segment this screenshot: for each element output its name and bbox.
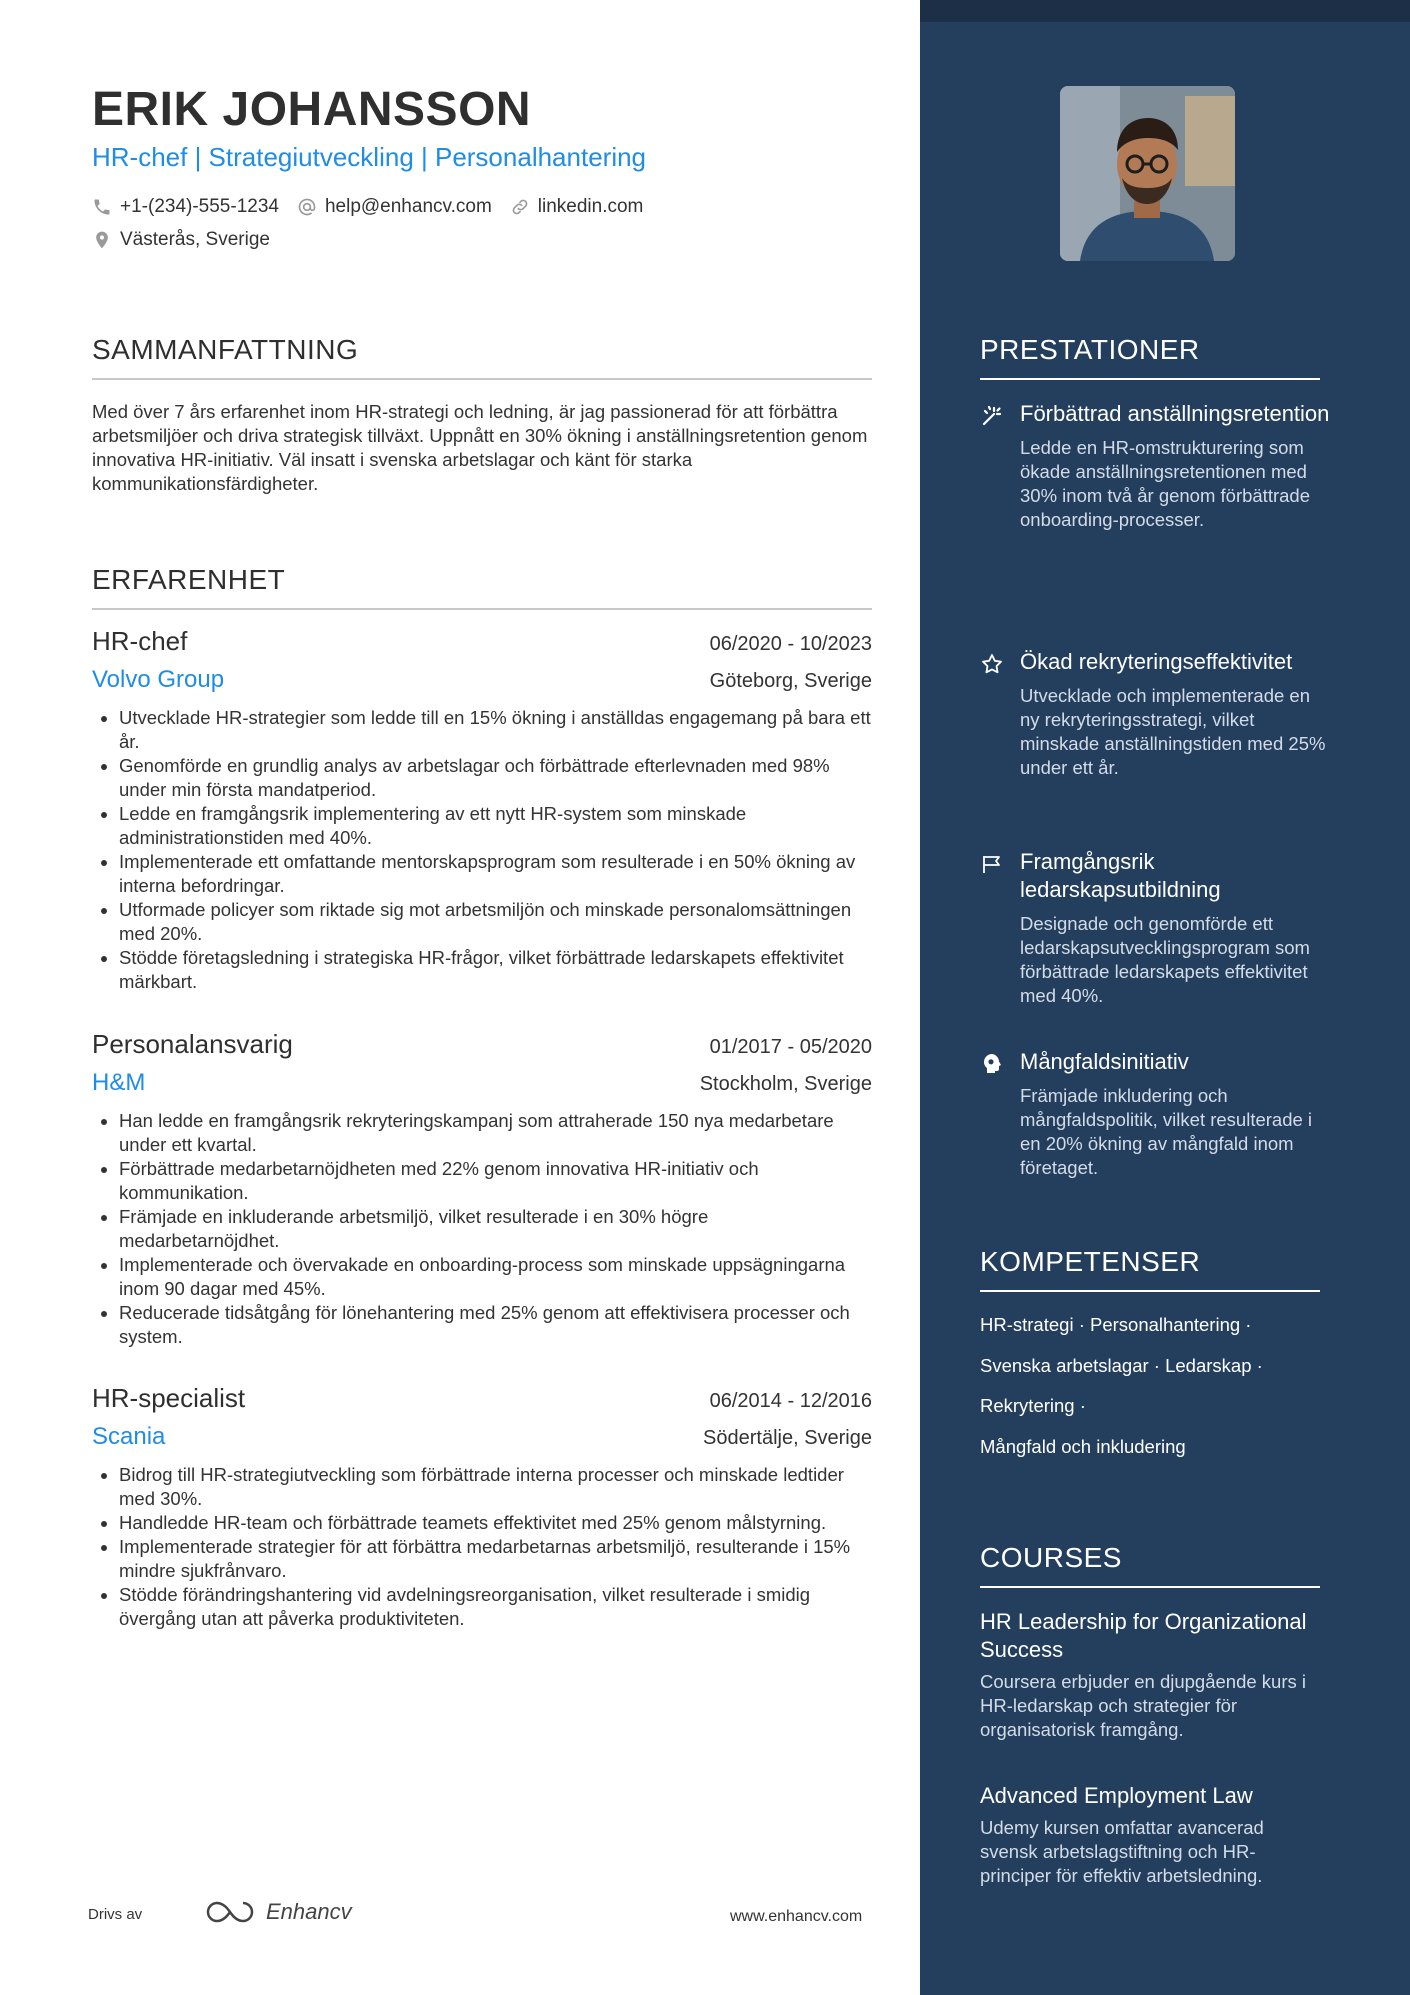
- brand-name: Enhancv: [266, 1899, 352, 1924]
- link-icon: [510, 197, 530, 217]
- job-entry: [92, 1029, 872, 1349]
- bullet-item: • Förbättrade medarbetarnöjdheten med 22% genom innovativa HR-initiativ och kommunikation.: [119, 1157, 872, 1205]
- location-text: Västerås, Sverige: [120, 229, 270, 250]
- experience-divider: [92, 608, 872, 610]
- job-entry: [92, 626, 872, 994]
- job-company: Volvo Group: [92, 666, 225, 693]
- skills-line: HR-strategi · Personalhantering ·: [980, 1314, 1252, 1335]
- skills-line: Mångfald och inkludering: [980, 1436, 1186, 1457]
- footer-url[interactable]: www.enhancv.com: [730, 1908, 863, 1925]
- skills-heading: KOMPETENSER: [980, 1246, 1201, 1277]
- achievement-item: [980, 848, 1330, 1008]
- job-dates: 06/2020 - 10/2023: [709, 633, 872, 655]
- profile-photo: [1060, 86, 1235, 261]
- head-gear-icon: [980, 1052, 1004, 1076]
- bullet-item: • Bidrog till HR-strategiutveckling som förbättrade interna processer och minskade ledtider med 30%.: [119, 1463, 872, 1511]
- achievement-title: Framgångsrik ledarskapsutbildning: [1020, 849, 1221, 902]
- sidebar: [920, 0, 1410, 1995]
- achievement-title: Mångfaldsinitiativ: [1020, 1049, 1189, 1074]
- achievement-item: [980, 648, 1330, 780]
- flag-icon: [980, 852, 1004, 876]
- location-row: [92, 229, 288, 251]
- bullet-item: • Stödde förändringshantering vid avdelningsreorganisation, vilket resulterade i smidig övergång utan att påverka produktiviteten.: [119, 1583, 872, 1631]
- skills-line: Svenska arbetslagar · Ledarskap ·: [980, 1355, 1263, 1376]
- email-contact[interactable]: [297, 196, 492, 218]
- phone-icon: [92, 197, 112, 217]
- star-icon: [980, 652, 1004, 676]
- courses-divider: [980, 1586, 1320, 1588]
- course-item: [980, 1782, 1320, 1888]
- location-contact: [92, 229, 270, 251]
- achievement-desc: Designade och genomförde ett ledarskapsutvecklingsprogram som förbättrade ledarskapets effektivitet med 40%.: [1020, 913, 1310, 1006]
- email-text[interactable]: help@enhancv.com: [324, 196, 492, 217]
- enhancv-logo[interactable]: [206, 1898, 352, 1926]
- bullet-item: • Reducerade tidsåtgång för lönehantering med 25% genom att effektivisera processer och system.: [119, 1301, 872, 1349]
- achievement-desc: Utvecklade och implementerade en ny rekryteringsstrategi, vilket minskade anställningstiden med 25% under ett år.: [1020, 685, 1326, 778]
- summary-divider: [92, 378, 872, 380]
- achievements-divider: [980, 378, 1320, 380]
- summary-heading: SAMMANFATTNING: [92, 334, 359, 365]
- linkedin-text[interactable]: linkedin.com: [537, 196, 644, 217]
- course-title: HR Leadership for Organizational Success: [980, 1609, 1307, 1662]
- achievement-title: Förbättrad anställningsretention: [1020, 401, 1330, 426]
- phone-text: +1-(234)-555-1234: [120, 196, 279, 217]
- achievement-title: Ökad rekryteringseffektivitet: [1020, 649, 1293, 674]
- achievements-heading: PRESTATIONER: [980, 334, 1200, 365]
- headline: HR-chef | Strategiutveckling | Personalhantering: [92, 142, 647, 172]
- experience-heading: ERFARENHET: [92, 564, 286, 595]
- skills-line: Rekrytering ·: [980, 1395, 1086, 1416]
- job-dates: 06/2014 - 12/2016: [709, 1390, 872, 1412]
- courses-heading: COURSES: [980, 1542, 1122, 1573]
- job-entry: [92, 1383, 872, 1631]
- bullet-item: • Stödde företagsledning i strategiska HR-frågor, vilket förbättrade ledarskapets effektivitet märkbart.: [119, 946, 872, 994]
- job-dates: 01/2017 - 05/2020: [709, 1036, 872, 1058]
- powered-by-label: Drivs av: [88, 1906, 143, 1923]
- job-company: H&M: [92, 1069, 146, 1096]
- summary-text: Med över 7 års erfarenhet inom HR-strategi och ledning, är jag passionerad för att förbättra arbetsmiljöer och driva strategisk tillväxt. Uppnått en 30% ökning i anställningsretention genom innovativa HR-initiativ. Väl insatt i svenska arbetslagar och känt för starka kommunikationsfärdigheter.: [92, 401, 868, 494]
- achievement-item: [980, 1048, 1330, 1180]
- job-bullets: [92, 1109, 872, 1349]
- achievement-desc: Ledde en HR-omstrukturering som ökade anställningsretentionen med 30% inom två år genom förbättrade onboarding-processer.: [1020, 437, 1310, 530]
- job-location: Södertälje, Sverige: [703, 1427, 872, 1449]
- job-title: HR-specialist: [92, 1383, 246, 1413]
- bullet-item: • Genomförde en grundlig analys av arbetslagar och förbättrade efterlevnaden med 98% under min första mandatperiod.: [119, 754, 872, 802]
- phone-contact: [92, 196, 279, 218]
- location-pin-icon: [92, 230, 112, 250]
- job-bullets: [92, 1463, 872, 1631]
- at-icon: [297, 197, 317, 217]
- job-title: Personalansvarig: [92, 1029, 293, 1059]
- contact-row: [92, 196, 661, 218]
- infinity-logo-icon: [206, 1898, 254, 1926]
- skills-divider: [980, 1290, 1320, 1292]
- bullet-item: • Han ledde en framgångsrik rekryteringskampanj som attraherade 150 nya medarbetare under ett kvartal.: [119, 1109, 872, 1157]
- bullet-item: • Utvecklade HR-strategier som ledde till en 15% ökning i anställdas engagemang på bara ett år.: [119, 706, 872, 754]
- sidebar-top-band: [920, 0, 1410, 22]
- job-bullets: [92, 706, 872, 994]
- job-title: HR-chef: [92, 626, 188, 656]
- bullet-item: • Implementerade strategier för att förbättra medarbetarnas arbetsmiljö, resulterande i 15% mindre sjukfrånvaro.: [119, 1535, 872, 1583]
- bullet-item: • Utformade policyer som riktade sig mot arbetsmiljön och minskade personalomsättningen med 20%.: [119, 898, 872, 946]
- job-company: Scania: [92, 1423, 166, 1450]
- achievement-item: [980, 400, 1330, 532]
- course-title: Advanced Employment Law: [980, 1783, 1253, 1808]
- course-item: [980, 1608, 1320, 1742]
- candidate-name: ERIK JOHANSSON: [92, 83, 532, 136]
- bullet-item: • Implementerade ett omfattande mentorskapsprogram som resulterade i en 50% ökning av interna befordringar.: [119, 850, 872, 898]
- bullet-item: • Implementerade och övervakade en onboarding-process som minskade uppsägningarna inom 90 dagar med 45%.: [119, 1253, 872, 1301]
- course-desc: Coursera erbjuder en djupgående kurs i HR-ledarskap och strategier för organisatorisk framgång.: [980, 1671, 1307, 1740]
- linkedin-contact[interactable]: [510, 196, 644, 218]
- bullet-item: • Ledde en framgångsrik implementering av ett nytt HR-system som minskade administrationstiden med 40%.: [119, 802, 872, 850]
- magic-wand-icon: [980, 404, 1004, 428]
- course-desc: Udemy kursen omfattar avancerad svensk arbetslagstiftning och HR-principer för effektiv arbetsledning.: [980, 1817, 1264, 1886]
- job-location: Göteborg, Sverige: [709, 670, 872, 692]
- job-location: Stockholm, Sverige: [699, 1073, 872, 1095]
- bullet-item: • Främjade en inkluderande arbetsmiljö, vilket resulterade i en 30% högre medarbetarnöjdhet.: [119, 1205, 872, 1253]
- achievement-desc: Främjade inkludering och mångfaldspolitik, vilket resulterade i en 20% ökning av mångfald inom företaget.: [1020, 1085, 1313, 1178]
- bullet-item: • Handledde HR-team och förbättrade teamets effektivitet med 25% genom målstyrning.: [119, 1511, 872, 1535]
